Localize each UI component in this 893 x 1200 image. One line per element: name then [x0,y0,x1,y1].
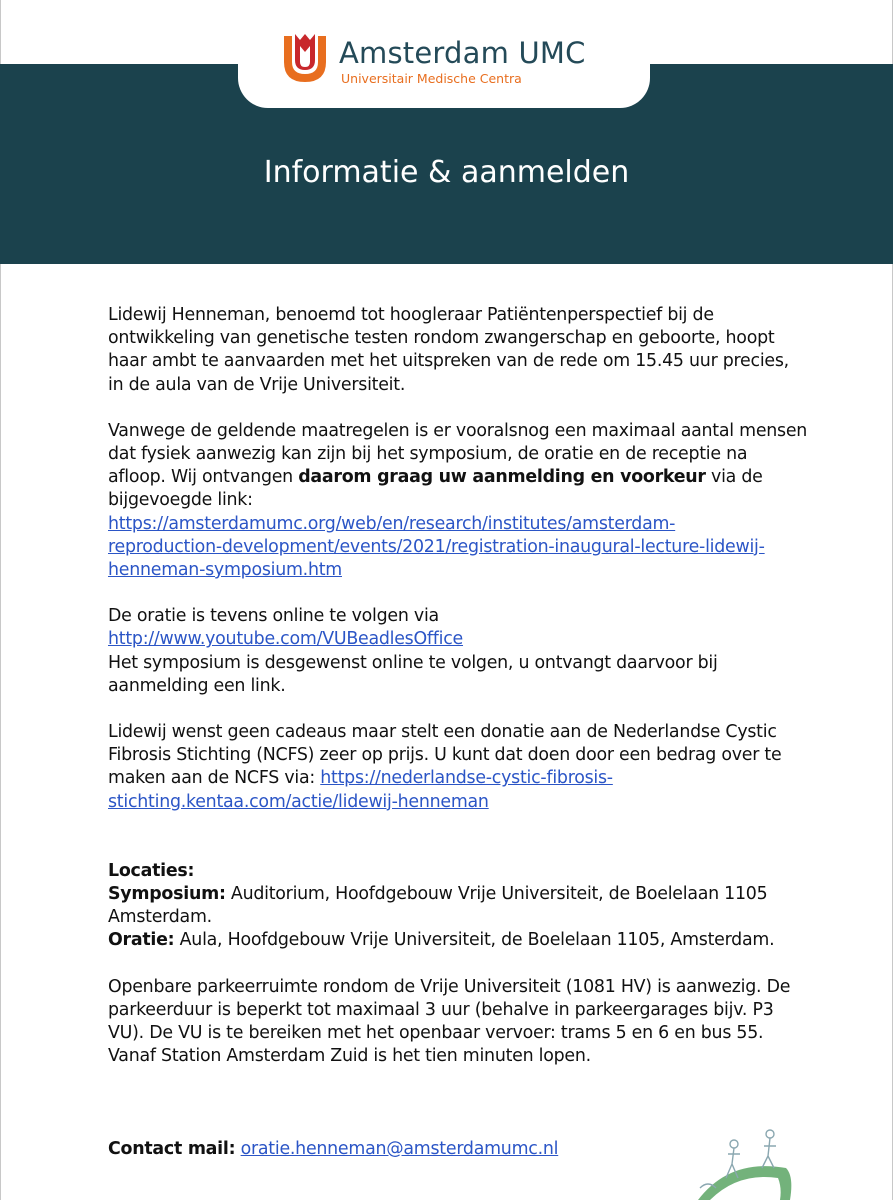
contact-email-link[interactable]: oratie.henneman@amsterdamumc.nl [240,1139,559,1159]
parking-line: VU). De VU is te bereiken met het openbaar vervoer: trams 5 en 6 en bus 55. [108,1023,764,1044]
donation-line [108,767,838,790]
parking-line: Openbare parkeerruimte rondom de Vrije Universiteit (1081 HV) is aanwezig. De [108,976,791,997]
intro-paragraph [108,304,838,397]
parking-line: Vanaf Station Amsterdam Zuid is het tien minuten lopen. [108,1046,591,1067]
donation-text: maken aan de NCFS via: [108,768,321,789]
registration-link[interactable]: reproduction-development/events/2021/registration-inaugural-lecture-lidewij- [108,536,765,557]
registration-line: Vanwege de geldende maatregelen is er vooralsnog een maximaal aantal mensen [108,420,808,441]
symposium-address: Auditorium, Hoofdgebouw Vrije Universiteit, de Boelelaan 1105 [225,884,768,905]
registration-line: dat fysiek aanwezig kan zijn bij het symposium, de oratie en de receptie na [108,444,748,465]
location-symposium [108,883,838,906]
page-title: Informatie & aanmelden [263,155,630,190]
youtube-link[interactable]: http://www.youtube.com/VUBeadlesOffice [108,629,464,650]
intro-line: haar ambt te aanvaarden met het uitspreken van de rede om 15.45 uur precies, [108,351,789,372]
logo-subtitle: Universitair Medische Centra [341,71,522,86]
online-paragraph [108,605,838,698]
registration-paragraph [108,420,838,582]
online-line: aanmelding een link. [108,675,286,696]
registration-text: afloop. Wij ontvangen [108,467,299,488]
parking-paragraph [108,976,838,1069]
donation-line: Lidewij wenst geen cadeaus maar stelt een donatie aan de Nederlandse Cystic [108,722,777,743]
registration-line: bijgevoegde link: [108,490,253,511]
locations-heading: Locaties: [108,860,195,881]
registration-link[interactable]: henneman-symposium.htm [108,560,342,581]
registration-emphasis: daarom graag uw aanmelding en voorkeur [298,467,706,488]
registration-line [108,466,838,489]
oratie-label: Oratie: [108,930,175,951]
donation-line: Fibrosis Stichting (NCFS) zeer op prijs. U kunt dat doen door een bedrag over te [108,745,782,766]
oratie-address: Aula, Hoofdgebouw Vrije Universiteit, de Boelelaan 1105, Amsterdam. [174,930,775,951]
intro-line: ontwikkeling van genetische testen rondom zwangerschap en geboorte, hoopt [108,328,775,349]
symposium-label: Symposium: [108,884,226,905]
logo-tab [238,0,650,108]
locations-paragraph [108,860,838,953]
location-oratie [108,929,838,952]
intro-line: Lidewij Henneman, benoemd tot hoogleraar Patiëntenperspectief bij de [108,305,714,325]
tulip-logo-icon [282,32,328,84]
intro-line: in de aula van de Vrije Universiteit. [108,374,406,395]
online-line: De oratie is tevens online te volgen via [108,606,439,627]
contact-line [108,1139,558,1159]
symposium-address-cont: Amsterdam. [108,907,212,928]
logo-name: Amsterdam UMC [339,36,586,70]
contact-label: Contact mail: [108,1139,236,1159]
registration-text: via de [705,467,763,488]
ribbon-figures-icon [690,1128,800,1200]
online-line: Het symposium is desgewenst online te volgen, u ontvangt daarvoor bij [108,652,718,673]
donation-paragraph [108,721,838,814]
content [108,304,838,1068]
donation-link[interactable]: https://nederlandse-cystic-fibrosis- [320,768,613,789]
registration-link[interactable]: https://amsterdamumc.org/web/en/research/institutes/amsterdam- [108,513,676,534]
donation-link[interactable]: stichting.kentaa.com/actie/lidewij-henneman [108,791,489,812]
parking-line: parkeerduur is beperkt tot maximaal 3 uur (behalve in parkeergarages bijv. P3 [108,999,774,1020]
